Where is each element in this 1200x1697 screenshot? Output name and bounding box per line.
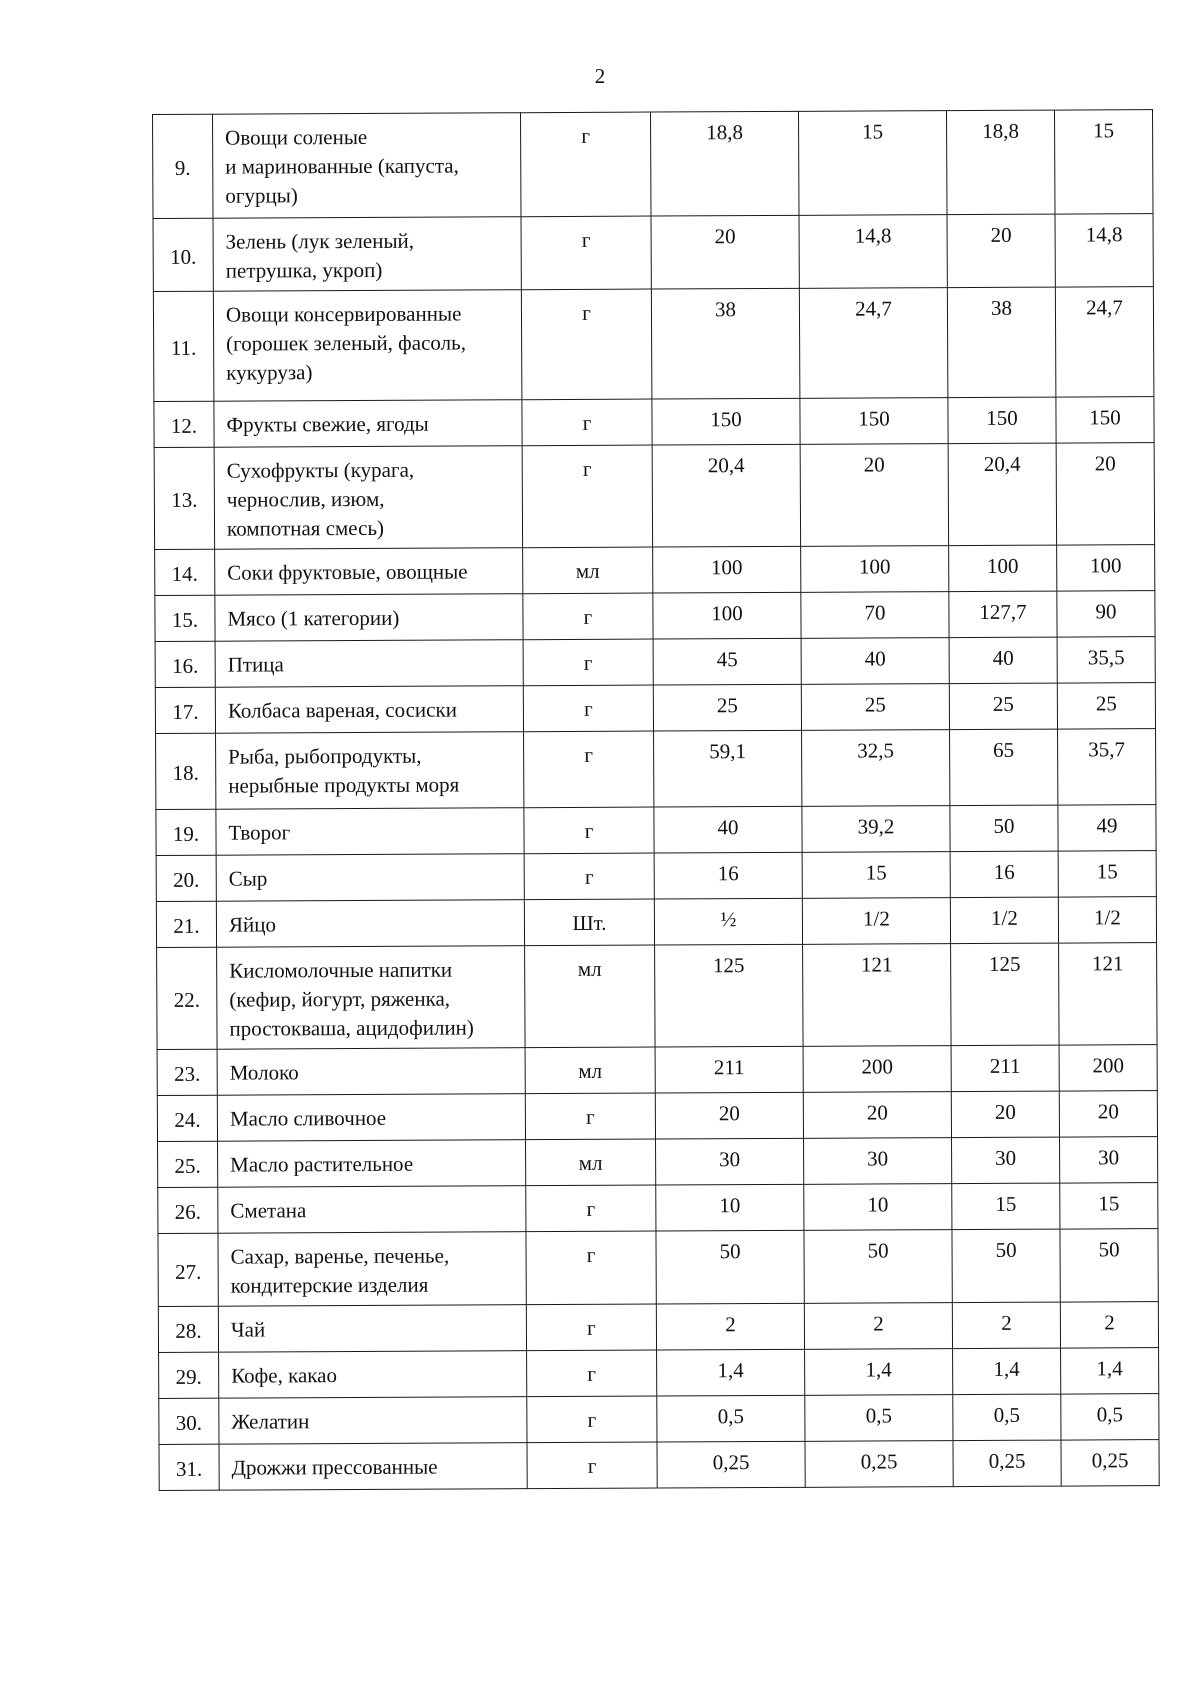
value-col-4: 15 — [1060, 1183, 1158, 1229]
row-number: 16. — [155, 641, 215, 687]
value-col-1: 38 — [651, 288, 800, 399]
value-col-4: 25 — [1057, 683, 1155, 729]
value-col-1: 45 — [653, 638, 801, 685]
table-row — [157, 1045, 1157, 1096]
value-col-4: 14,8 — [1055, 214, 1153, 287]
unit-of-measure: г — [527, 1396, 657, 1443]
value-col-2: 24,7 — [799, 288, 948, 399]
unit-of-measure: г — [523, 685, 653, 732]
table-row — [158, 1302, 1158, 1353]
unit-of-measure: г — [522, 399, 652, 446]
value-col-2: 15 — [802, 852, 950, 899]
page-number: 2 — [594, 64, 606, 88]
value-col-4: 2 — [1060, 1302, 1158, 1348]
value-col-1: 20 — [655, 1092, 803, 1139]
table-row — [159, 1440, 1159, 1491]
row-number: 20. — [156, 855, 216, 901]
value-col-3: 211 — [951, 1045, 1059, 1092]
unit-of-measure: г — [521, 289, 652, 400]
table-row — [157, 943, 1157, 1050]
value-col-2: 1,4 — [805, 1349, 953, 1396]
row-number: 10. — [153, 218, 213, 291]
value-col-3: 127,7 — [949, 591, 1057, 638]
value-col-2: 200 — [803, 1046, 951, 1093]
row-number: 25. — [158, 1141, 218, 1187]
value-col-4: 100 — [1057, 545, 1155, 591]
value-col-4: 20 — [1059, 1091, 1157, 1137]
value-col-4: 121 — [1059, 943, 1157, 1045]
value-col-1: 1,4 — [657, 1349, 805, 1396]
product-name: Зелень (лук зеленый, петрушка, укроп) — [213, 217, 521, 292]
table-body — [153, 110, 1160, 1491]
value-col-1: 40 — [654, 806, 802, 853]
value-col-4: 15 — [1058, 851, 1156, 897]
product-name: Сметана — [218, 1186, 526, 1234]
value-col-3: 100 — [949, 545, 1057, 592]
row-number: 12. — [154, 401, 214, 447]
row-number: 14. — [155, 549, 215, 595]
value-col-1: 59,1 — [654, 730, 802, 807]
value-col-2: 20 — [803, 1092, 951, 1139]
table-row — [153, 287, 1154, 402]
value-col-3: 20 — [951, 1091, 1059, 1138]
product-name: Рыба, рыбопродукты, нерыбные продукты моря — [216, 732, 524, 810]
row-number: 23. — [157, 1049, 217, 1095]
table-row — [153, 214, 1153, 292]
value-col-2: 30 — [804, 1138, 952, 1185]
unit-of-measure: мл — [525, 1047, 655, 1094]
table-row — [156, 729, 1156, 810]
value-col-3: 50 — [950, 805, 1058, 852]
unit-of-measure: мл — [526, 1139, 656, 1186]
value-col-2: 32,5 — [802, 730, 950, 807]
table-row — [158, 1183, 1158, 1234]
unit-of-measure: г — [523, 593, 653, 640]
row-number: 31. — [159, 1444, 219, 1490]
value-col-3: 1/2 — [950, 897, 1058, 944]
table-row — [157, 1091, 1157, 1142]
product-name: Дрожжи прессованные — [219, 1443, 527, 1491]
unit-of-measure: г — [527, 1350, 657, 1397]
value-col-2: 50 — [804, 1230, 952, 1304]
value-col-2: 14,8 — [799, 215, 947, 289]
value-col-2: 100 — [801, 546, 949, 593]
value-col-1: 30 — [656, 1138, 804, 1185]
unit-of-measure: г — [524, 731, 654, 808]
value-col-3: 20 — [947, 214, 1055, 288]
unit-of-measure: г — [526, 1231, 656, 1305]
value-col-2: 70 — [801, 592, 949, 639]
value-col-2: 2 — [804, 1303, 952, 1350]
value-col-3: 150 — [948, 397, 1056, 444]
product-name: Яйцо — [216, 900, 524, 948]
table-row — [155, 591, 1155, 642]
unit-of-measure: мл — [525, 945, 655, 1048]
table-row — [158, 1229, 1158, 1307]
product-name: Колбаса вареная, сосиски — [215, 686, 523, 734]
product-name: Овощи консервированные (горошек зеленый, фасоль, кукуруза) — [213, 290, 522, 402]
value-col-1: 16 — [654, 852, 802, 899]
product-name: Творог — [216, 808, 524, 856]
value-col-4: 30 — [1060, 1137, 1158, 1183]
value-col-4: 35,7 — [1058, 729, 1156, 805]
row-number: 27. — [158, 1233, 218, 1306]
value-col-1: 100 — [653, 592, 801, 639]
value-col-2: 0,5 — [805, 1395, 953, 1442]
value-col-2: 10 — [804, 1184, 952, 1231]
table-row — [155, 683, 1155, 734]
value-col-4: 15 — [1054, 110, 1153, 214]
value-col-2: 39,2 — [802, 806, 950, 853]
value-col-1: 100 — [653, 546, 801, 593]
value-col-3: 65 — [950, 729, 1058, 806]
value-col-3: 30 — [952, 1137, 1060, 1184]
value-col-4: 24,7 — [1055, 287, 1154, 397]
table-row — [158, 1137, 1158, 1188]
product-name: Птица — [215, 640, 523, 688]
value-col-2: 40 — [801, 638, 949, 685]
row-number: 22. — [157, 947, 217, 1049]
product-name: Желатин — [219, 1397, 527, 1445]
value-col-2: 0,25 — [805, 1441, 953, 1488]
unit-of-measure: г — [524, 807, 654, 854]
unit-of-measure: г — [520, 112, 651, 217]
value-col-4: 35,5 — [1057, 637, 1155, 683]
row-number: 11. — [153, 291, 214, 401]
row-number: 9. — [153, 114, 214, 218]
value-col-3: 1,4 — [953, 1348, 1061, 1395]
table-row — [159, 1394, 1159, 1445]
product-name: Мясо (1 категории) — [215, 594, 523, 642]
value-col-4: 0,25 — [1061, 1440, 1159, 1486]
value-col-1: 25 — [653, 684, 801, 731]
value-col-2: 121 — [803, 944, 951, 1047]
table-row — [154, 443, 1154, 550]
value-col-3: 50 — [952, 1229, 1060, 1303]
value-col-3: 18,8 — [946, 110, 1055, 215]
value-col-3: 0,5 — [953, 1394, 1061, 1441]
product-name: Чай — [218, 1305, 526, 1353]
row-number: 30. — [159, 1398, 219, 1444]
value-col-1: 10 — [656, 1184, 804, 1231]
value-col-4: 1,4 — [1061, 1348, 1159, 1394]
product-name: Фрукты свежие, ягоды — [214, 400, 522, 448]
unit-of-measure: г — [526, 1304, 656, 1351]
unit-of-measure: г — [521, 216, 651, 290]
unit-of-measure: г — [525, 1093, 655, 1140]
value-col-1: 50 — [656, 1230, 804, 1304]
row-number: 18. — [156, 733, 216, 809]
row-number: 19. — [156, 809, 216, 855]
product-name: Сыр — [216, 854, 524, 902]
product-name: Масло растительное — [218, 1140, 526, 1188]
value-col-2: 150 — [800, 398, 948, 445]
unit-of-measure: г — [522, 445, 652, 548]
value-col-1: 18,8 — [650, 111, 799, 216]
unit-of-measure: г — [527, 1442, 657, 1489]
product-name: Сухофрукты (курага, чернослив, изюм, компотная смесь) — [214, 446, 522, 550]
table-row — [156, 805, 1156, 856]
unit-of-measure: мл — [523, 547, 653, 594]
product-name: Масло сливочное — [217, 1094, 525, 1142]
product-name: Сахар, варенье, печенье, кондитерские изделия — [218, 1232, 526, 1307]
value-col-3: 125 — [951, 943, 1059, 1046]
table-row — [155, 545, 1155, 596]
unit-of-measure: г — [523, 639, 653, 686]
value-col-1: 2 — [656, 1303, 804, 1350]
row-number: 15. — [155, 595, 215, 641]
value-col-1: 211 — [655, 1046, 803, 1093]
value-col-4: 200 — [1059, 1045, 1157, 1091]
value-col-3: 16 — [950, 851, 1058, 898]
product-name: Соки фруктовые, овощные — [215, 548, 523, 596]
value-col-3: 20,4 — [948, 443, 1056, 546]
row-number: 17. — [155, 687, 215, 733]
row-number: 28. — [158, 1306, 218, 1352]
row-number: 24. — [157, 1095, 217, 1141]
value-col-1: 125 — [655, 944, 803, 1047]
value-col-1: 20 — [651, 215, 799, 289]
product-name: Молоко — [217, 1048, 525, 1096]
value-col-4: 150 — [1056, 397, 1154, 443]
unit-of-measure: г — [526, 1185, 656, 1232]
table-row — [153, 110, 1153, 219]
value-col-3: 38 — [947, 287, 1056, 398]
value-col-4: 20 — [1056, 443, 1154, 545]
value-col-2: 20 — [800, 444, 948, 547]
unit-of-measure: Шт. — [524, 899, 654, 946]
table-row — [159, 1348, 1159, 1399]
value-col-2: 25 — [801, 684, 949, 731]
row-number: 26. — [158, 1187, 218, 1233]
value-col-3: 15 — [952, 1183, 1060, 1230]
value-col-4: 0,5 — [1061, 1394, 1159, 1440]
value-col-3: 0,25 — [953, 1440, 1061, 1487]
unit-of-measure: г — [524, 853, 654, 900]
value-col-3: 40 — [949, 637, 1057, 684]
row-number: 29. — [159, 1352, 219, 1398]
value-col-3: 25 — [949, 683, 1057, 730]
value-col-2: 15 — [798, 111, 947, 216]
table-row — [156, 897, 1156, 948]
value-col-4: 49 — [1058, 805, 1156, 851]
product-name: Кофе, какао — [219, 1351, 527, 1399]
value-col-3: 2 — [952, 1302, 1060, 1349]
value-col-4: 1/2 — [1058, 897, 1156, 943]
value-col-1: 150 — [652, 398, 800, 445]
product-name: Овощи соленые и маринованные (капуста, огурцы) — [213, 113, 522, 219]
table-row — [156, 851, 1156, 902]
value-col-1: 20,4 — [652, 444, 800, 547]
value-col-1: 0,5 — [657, 1395, 805, 1442]
value-col-4: 90 — [1057, 591, 1155, 637]
value-col-1: ½ — [654, 898, 802, 945]
row-number: 21. — [156, 901, 216, 947]
food-norms-table — [152, 109, 1160, 1491]
row-number: 13. — [154, 447, 214, 549]
value-col-2: 1/2 — [802, 898, 950, 945]
product-name: Кисломолочные напитки (кефир, йогурт, ряженка, простокваша, ацидофилин) — [217, 946, 525, 1050]
table-row — [155, 637, 1155, 688]
table-row — [154, 397, 1154, 448]
value-col-4: 50 — [1060, 1229, 1158, 1302]
value-col-1: 0,25 — [657, 1441, 805, 1488]
